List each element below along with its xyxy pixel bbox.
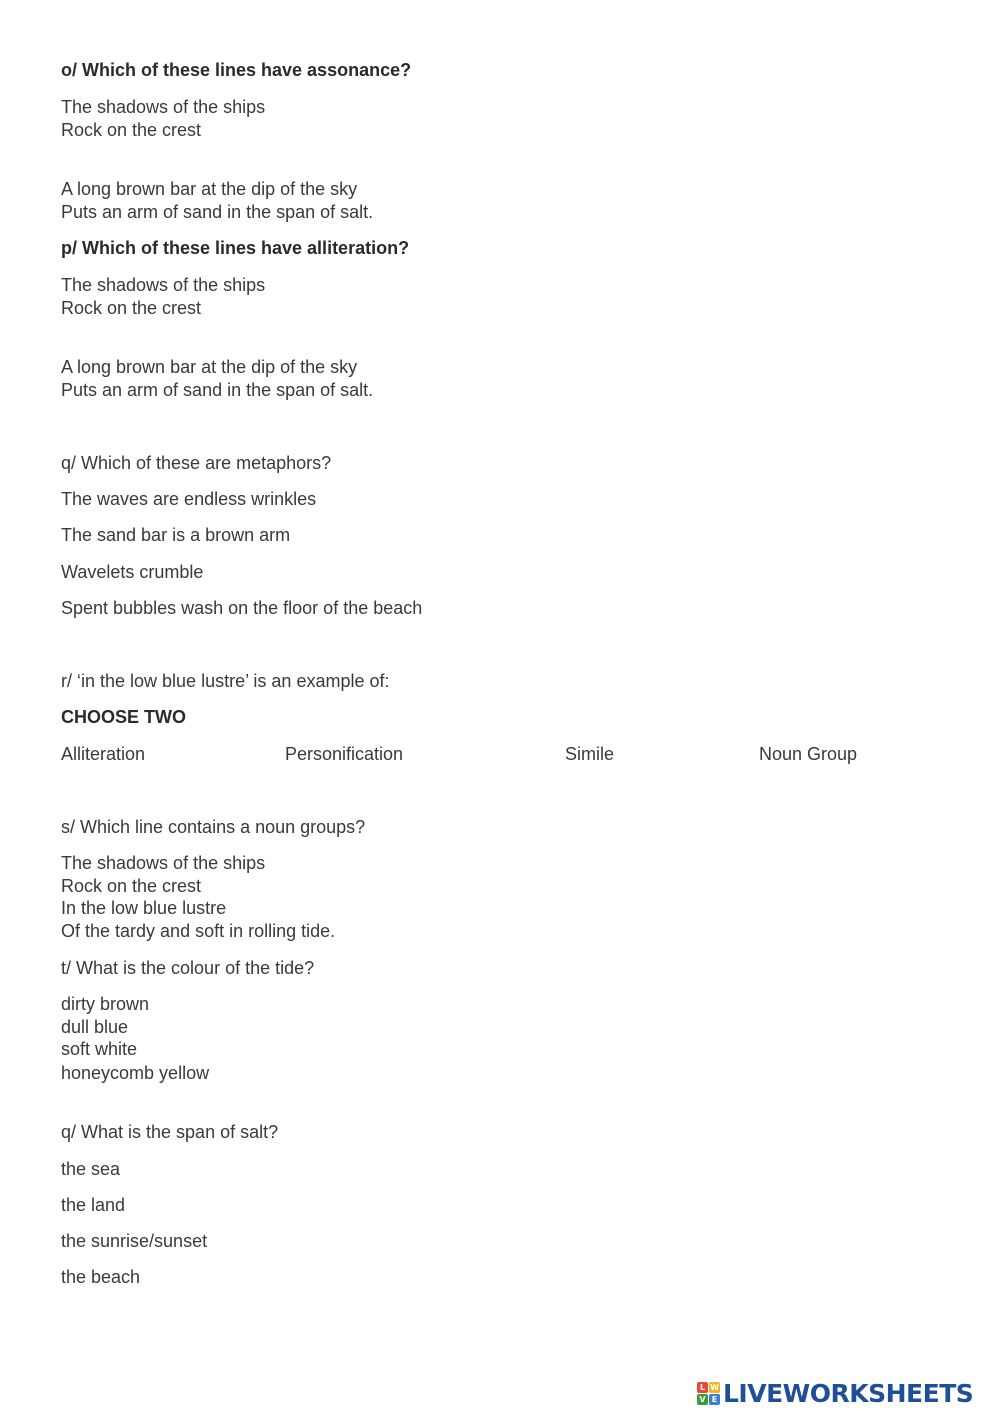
q-o-line[interactable]: The shadows of the ships xyxy=(61,97,266,117)
q-s-line[interactable]: Of the tardy and soft in rolling tide. xyxy=(61,921,336,941)
q-q-option[interactable]: Spent bubbles wash on the floor of the beach xyxy=(61,598,423,618)
logo-letter-v: V xyxy=(697,1394,708,1405)
q-o-line[interactable]: A long brown bar at the dip of the sky xyxy=(61,179,358,199)
q-r-option-alliteration[interactable]: Alliteration xyxy=(61,744,146,764)
logo-mark-icon xyxy=(697,1382,720,1405)
liveworksheets-logo[interactable] xyxy=(697,1378,973,1408)
q-q-option[interactable]: The waves are endless wrinkles xyxy=(61,489,317,509)
q-s-line[interactable]: Rock on the crest xyxy=(61,876,202,896)
q-p-line[interactable]: The shadows of the ships xyxy=(61,275,266,295)
q-q2-option[interactable]: the sunrise/sunset xyxy=(61,1231,208,1251)
q-t-option[interactable]: soft white xyxy=(61,1039,138,1059)
q-t-option[interactable]: honeycomb yellow xyxy=(61,1063,210,1083)
logo-letter-e: E xyxy=(709,1394,720,1405)
q-r-option-personification[interactable]: Personification xyxy=(285,744,404,764)
q-q2-option[interactable]: the beach xyxy=(61,1267,141,1287)
q-s-line[interactable]: The shadows of the ships xyxy=(61,853,266,873)
q-r-option-simile[interactable]: Simile xyxy=(565,744,615,764)
logo-letter-l: L xyxy=(697,1382,708,1393)
question-t: t/ What is the colour of the tide? xyxy=(61,958,315,978)
q-o-line[interactable]: Rock on the crest xyxy=(61,120,202,140)
question-q-span-of-salt: q/ What is the span of salt? xyxy=(61,1122,279,1142)
question-p: p/ Which of these lines have alliteration? xyxy=(61,238,410,258)
q-r-option-noun-group[interactable]: Noun Group xyxy=(759,744,858,764)
q-p-line[interactable]: Puts an arm of sand in the span of salt. xyxy=(61,380,374,400)
question-q: q/ Which of these are metaphors? xyxy=(61,453,332,473)
logo-letter-w: W xyxy=(710,1382,719,1392)
q-q2-option[interactable]: the sea xyxy=(61,1159,121,1179)
q-t-option[interactable]: dull blue xyxy=(61,1017,129,1037)
q-s-line[interactable]: In the low blue lustre xyxy=(61,898,227,918)
question-r: r/ ‘in the low blue lustre’ is an example of: xyxy=(61,671,390,691)
q-t-option[interactable]: dirty brown xyxy=(61,994,150,1014)
q-r-instruction: CHOOSE TWO xyxy=(61,707,186,727)
q-q-option[interactable]: The sand bar is a brown arm xyxy=(61,525,291,545)
q-q-option[interactable]: Wavelets crumble xyxy=(61,562,204,582)
q-p-line[interactable]: Rock on the crest xyxy=(61,298,202,318)
q-p-line[interactable]: A long brown bar at the dip of the sky xyxy=(61,357,358,377)
question-s: s/ Which line contains a noun groups? xyxy=(61,817,366,837)
q-o-line[interactable]: Puts an arm of sand in the span of salt. xyxy=(61,202,374,222)
logo-text: LIVEWORKSHEETS xyxy=(723,1378,974,1408)
question-o: o/ Which of these lines have assonance? xyxy=(61,60,412,80)
q-q2-option[interactable]: the land xyxy=(61,1195,126,1215)
